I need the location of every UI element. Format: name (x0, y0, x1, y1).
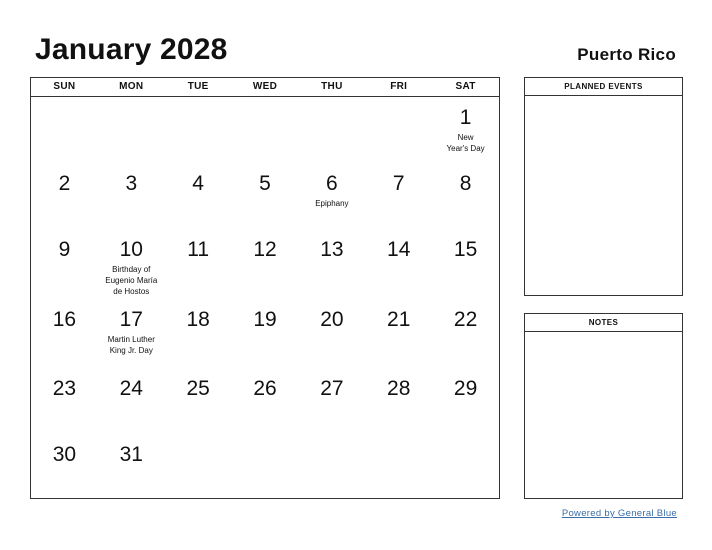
day-number: 6 (326, 172, 338, 195)
day-number: 14 (387, 238, 411, 261)
holiday-label: Birthday of Eugenio María de Hostos (105, 265, 158, 296)
day-cell (31, 434, 98, 469)
day-number: 17 (119, 308, 143, 331)
day-cell (232, 163, 299, 209)
day-number: 23 (52, 377, 77, 400)
day-cell (165, 163, 232, 209)
day-number: 15 (453, 238, 478, 261)
day-cell (232, 368, 299, 403)
day-cell (165, 434, 232, 469)
day-number: 31 (119, 443, 143, 466)
region-label: Puerto Rico (577, 45, 676, 64)
weekday-header (31, 78, 499, 97)
day-number: 16 (52, 308, 77, 331)
month-calendar (30, 77, 500, 499)
day-number: 24 (119, 377, 143, 400)
day-cell (165, 97, 232, 154)
day-cell (232, 97, 299, 154)
day-number: 11 (187, 238, 210, 261)
day-number: 2 (58, 172, 71, 195)
week-row (31, 299, 499, 356)
day-number: 22 (453, 308, 478, 331)
planned-events-panel (524, 77, 683, 296)
day-cell (432, 368, 499, 403)
holiday-label: New Year's Day (446, 133, 485, 153)
day-cell (365, 368, 432, 403)
day-cell (232, 229, 299, 297)
day-number: 21 (387, 308, 411, 331)
day-number: 5 (259, 172, 271, 195)
day-number: 25 (186, 377, 210, 400)
day-cell (298, 229, 365, 297)
day-cell (165, 229, 232, 297)
day-cell (31, 299, 98, 356)
day-cell (365, 97, 432, 154)
day-cell (232, 299, 299, 356)
day-cell (298, 299, 365, 356)
week-row (31, 368, 499, 403)
day-number: 30 (52, 443, 77, 466)
day-cell (365, 163, 432, 209)
day-number: 12 (253, 238, 277, 261)
day-cell (165, 368, 232, 403)
week-row (31, 229, 499, 297)
day-cell (98, 163, 165, 209)
week-row (31, 97, 499, 154)
day-cell (432, 434, 499, 469)
weekday-sun: SUN (53, 81, 76, 92)
notes-heading: NOTES (525, 314, 682, 332)
day-cell (298, 434, 365, 469)
day-cell (232, 434, 299, 469)
day-cell (298, 368, 365, 403)
day-cell (165, 299, 232, 356)
weekday-sat: SAT (455, 81, 476, 92)
day-number: 13 (320, 238, 344, 261)
day-number: 8 (459, 172, 472, 195)
day-cell (98, 299, 165, 356)
day-number: 20 (320, 308, 344, 331)
day-number: 9 (58, 238, 71, 261)
notes-panel (524, 313, 683, 499)
week-row (31, 434, 499, 469)
day-number: 29 (453, 377, 478, 400)
day-cell (298, 97, 365, 154)
day-cell (31, 163, 98, 209)
day-cell (98, 368, 165, 403)
day-cell (98, 229, 165, 297)
day-cell (98, 434, 165, 469)
day-cell (365, 229, 432, 297)
day-cell (432, 97, 499, 154)
day-number: 27 (320, 377, 344, 400)
calendar-grid (31, 97, 499, 498)
day-number: 19 (253, 308, 277, 331)
day-cell (432, 299, 499, 356)
day-cell (432, 229, 499, 297)
week-row (31, 163, 499, 209)
day-number: 28 (387, 377, 411, 400)
day-cell (365, 434, 432, 469)
weekday-fri: FRI (390, 81, 408, 92)
day-number: 18 (186, 308, 210, 331)
day-number: 26 (253, 377, 277, 400)
day-cell (365, 299, 432, 356)
planned-events-heading: PLANNED EVENTS (525, 78, 682, 96)
page-title: January 2028 (35, 33, 228, 66)
day-cell (31, 229, 98, 297)
day-cell (31, 368, 98, 403)
day-cell (31, 97, 98, 154)
day-cell (432, 163, 499, 209)
day-number: 10 (119, 238, 143, 261)
day-number: 7 (392, 172, 405, 195)
powered-by-link[interactable]: Powered by General Blue (561, 508, 677, 519)
day-cell (98, 97, 165, 154)
day-number: 1 (459, 106, 472, 129)
weekday-wed: WED (252, 81, 278, 92)
holiday-label: Martin Luther King Jr. Day (107, 335, 155, 355)
day-cell (298, 163, 365, 209)
day-number: 3 (125, 172, 138, 195)
weekday-thu: THU (321, 81, 343, 92)
weekday-tue: TUE (187, 81, 209, 92)
day-number: 4 (192, 172, 204, 195)
holiday-label: Epiphany (315, 199, 349, 208)
weekday-mon: MON (119, 81, 144, 92)
